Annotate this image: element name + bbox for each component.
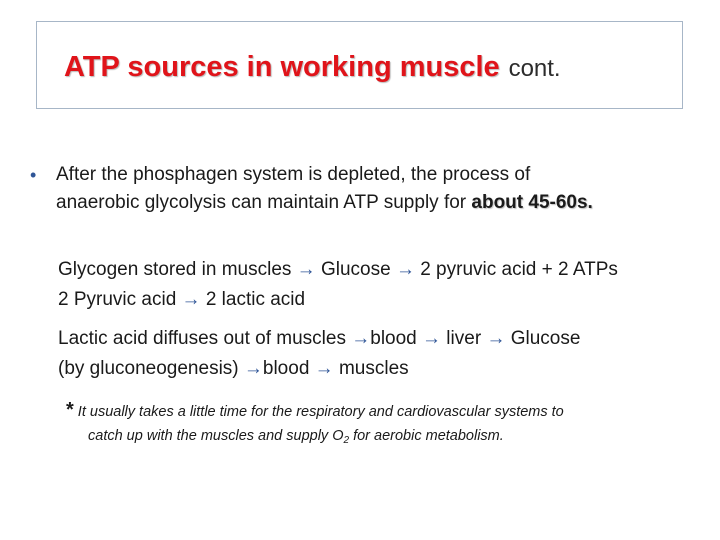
pathway-line-2 — [58, 286, 305, 314]
footnote-text: for aerobic metabolism. — [349, 428, 504, 444]
arrow-icon: → — [181, 289, 201, 310]
footnote-asterisk: * — [66, 399, 74, 421]
bullet-line-2-bold: about 45-60s. — [471, 192, 593, 213]
bullet-dot: • — [30, 165, 37, 185]
pathway-text: 2 lactic acid — [200, 289, 306, 310]
arrow-icon: → — [486, 328, 506, 349]
slide-title-suffix: cont. — [508, 55, 561, 82]
pathway-text: liver — [441, 328, 487, 349]
slide-title — [64, 49, 561, 82]
pathway-text: Glycogen stored in muscles — [58, 259, 297, 280]
pathway-text: (by gluconeogenesis) — [58, 358, 244, 379]
footnote-line-1: It usually takes a little time for the respiratory and cardiovascular systems to — [77, 404, 564, 420]
bullet-line-2-text: anaerobic glycolysis can maintain ATP supply for — [56, 192, 472, 213]
arrow-icon: → — [296, 259, 316, 280]
pathway-line-1 — [58, 256, 618, 284]
arrow-icon: → — [395, 259, 415, 280]
footnote — [66, 398, 696, 453]
pathway-text: 2 pyruvic acid + 2 ATPs — [414, 259, 618, 280]
footnote-line-2 — [66, 424, 696, 453]
footnote-text: catch up with the muscles and supply O — [88, 428, 344, 444]
pathway-text: Glucose — [505, 328, 581, 349]
pathway-text: blood — [262, 358, 315, 379]
slide-title-main: ATP sources in working muscle — [64, 51, 500, 83]
arrow-icon: → — [422, 328, 442, 349]
subscript: 2 — [343, 435, 350, 446]
pathway-line-4 — [58, 355, 409, 383]
arrow-icon: → — [243, 358, 263, 379]
bullet-line-2 — [56, 189, 686, 217]
pathway-text: blood — [370, 328, 423, 349]
bullet-text — [56, 161, 686, 217]
pathway-text: Lactic acid diffuses out of muscles — [58, 328, 352, 349]
pathway-line-3 — [58, 325, 580, 353]
arrow-icon: → — [314, 358, 334, 379]
pathway-text: Glucose — [315, 259, 396, 280]
pathway-text: 2 Pyruvic acid — [58, 289, 182, 310]
bullet-line-1: After the phosphagen system is depleted, the process of — [56, 164, 531, 185]
arrow-icon: → — [351, 328, 371, 349]
pathway-text: muscles — [333, 358, 409, 379]
